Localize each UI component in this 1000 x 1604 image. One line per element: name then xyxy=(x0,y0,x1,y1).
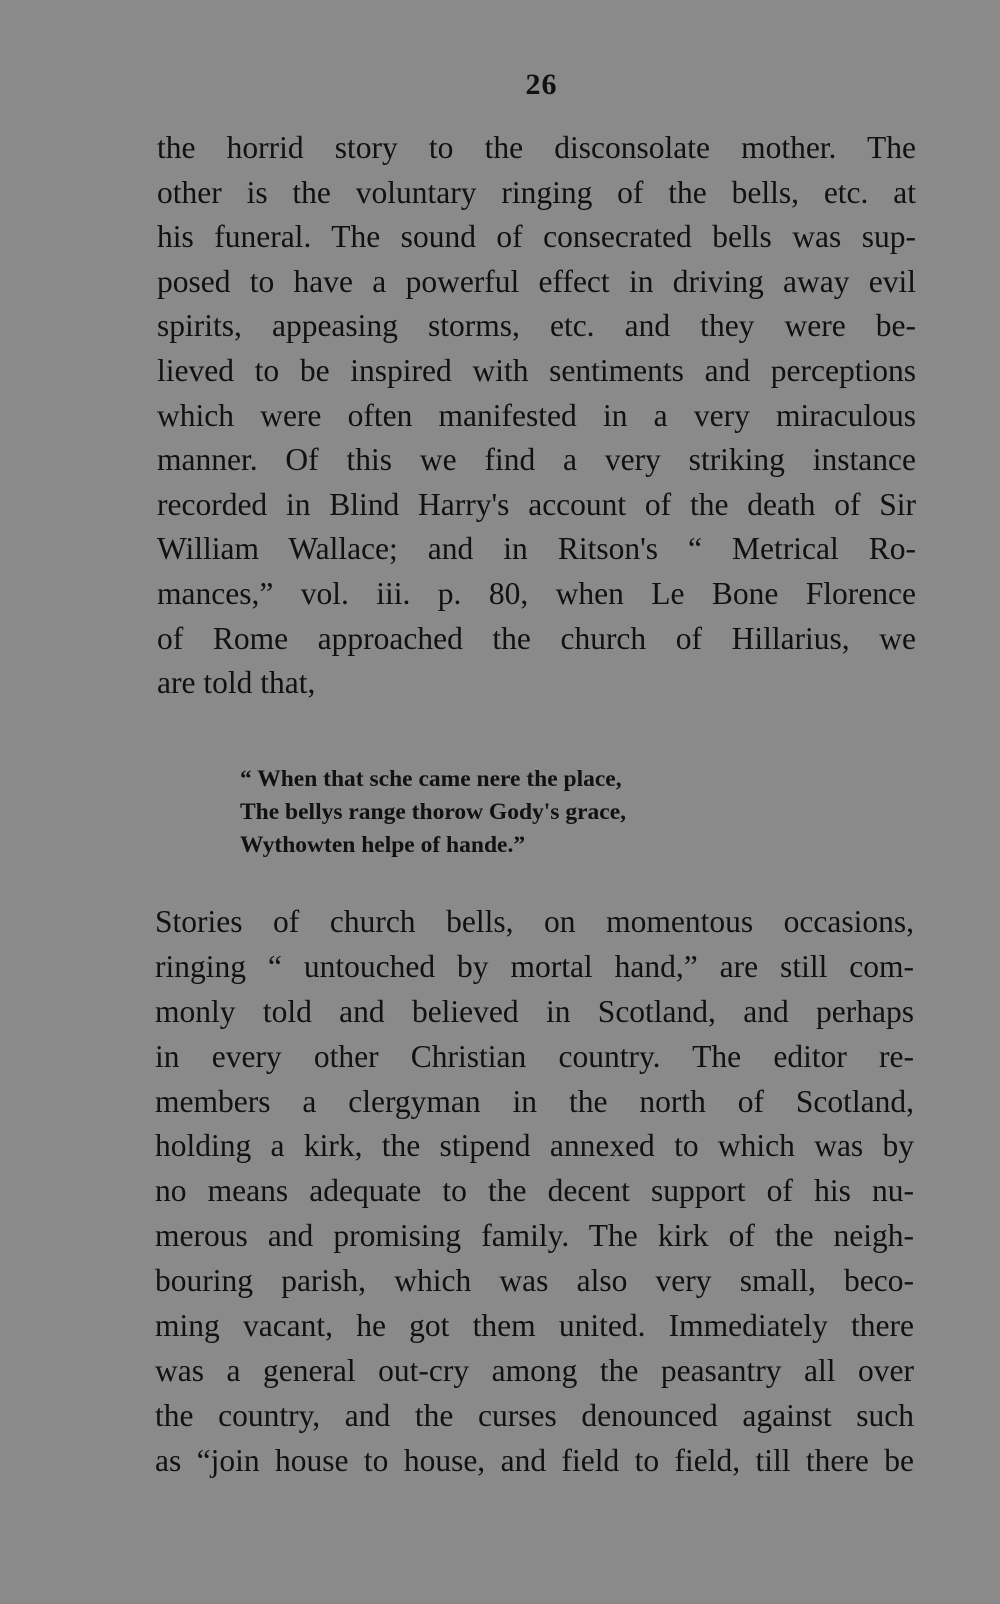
paragraph-1 xyxy=(157,126,916,706)
text-line: manner. Of this we find a very striking instance xyxy=(157,442,916,478)
text-line: recorded in Blind Harry's account of the death of Sir xyxy=(157,486,916,522)
text-line: other is the voluntary ringing of the bells, etc. at xyxy=(157,174,916,210)
text-line: are told that, xyxy=(157,665,316,701)
text-line: monly told and believed in Scotland, and perhaps xyxy=(155,993,914,1029)
text-line: mances,” vol. iii. p. 80, when Le Bone Florence xyxy=(157,575,916,611)
text-line: ringing “ untouched by mortal hand,” are still com- xyxy=(155,948,914,984)
text-line: his funeral. The sound of consecrated bells was sup- xyxy=(157,219,916,255)
text-line: in every other Christian country. The editor re- xyxy=(155,1038,914,1074)
text-line: Stories of church bells, on momentous occasions, xyxy=(155,904,914,939)
text-line: holding a kirk, the stipend annexed to which was by xyxy=(155,1128,914,1164)
text-line: merous and promising family. The kirk of the neigh- xyxy=(155,1218,914,1254)
text-line: William Wallace; and in Ritson's “ Metrical Ro- xyxy=(157,531,916,567)
text-line: the country, and the curses denounced against such xyxy=(155,1397,914,1433)
text-line: no means adequate to the decent support of his nu- xyxy=(155,1173,914,1209)
verse-line: Wythowten helpe of hande.” xyxy=(240,832,526,858)
text-line: was a general out-cry among the peasantry all over xyxy=(155,1352,914,1388)
text-line: which were often manifested in a very miraculous xyxy=(157,397,916,433)
verse-line: The bellys range thorow Gody's grace, xyxy=(240,799,626,825)
paragraph-2 xyxy=(155,900,914,1484)
text-line: the horrid story to the disconsolate mother. The xyxy=(157,130,916,165)
text-line: spirits, appeasing storms, etc. and they were be- xyxy=(157,308,916,344)
text-line: bouring parish, which was also very small, beco- xyxy=(155,1263,914,1299)
text-line: of Rome approached the church of Hillarius, we xyxy=(157,620,916,656)
text-line: ming vacant, he got them united. Immediately there xyxy=(155,1308,914,1344)
text-line: as “join house to house, and field to field, till there be xyxy=(155,1442,914,1478)
text-line: posed to have a powerful effect in driving away evil xyxy=(157,263,916,299)
verse-line: “ When that sche came nere the place, xyxy=(240,766,622,792)
verse-quotation xyxy=(240,763,626,862)
text-line: members a clergyman in the north of Scotland, xyxy=(155,1083,914,1119)
page-number: 26 xyxy=(525,68,558,101)
text-line: lieved to be inspired with sentiments and perceptions xyxy=(157,352,916,388)
